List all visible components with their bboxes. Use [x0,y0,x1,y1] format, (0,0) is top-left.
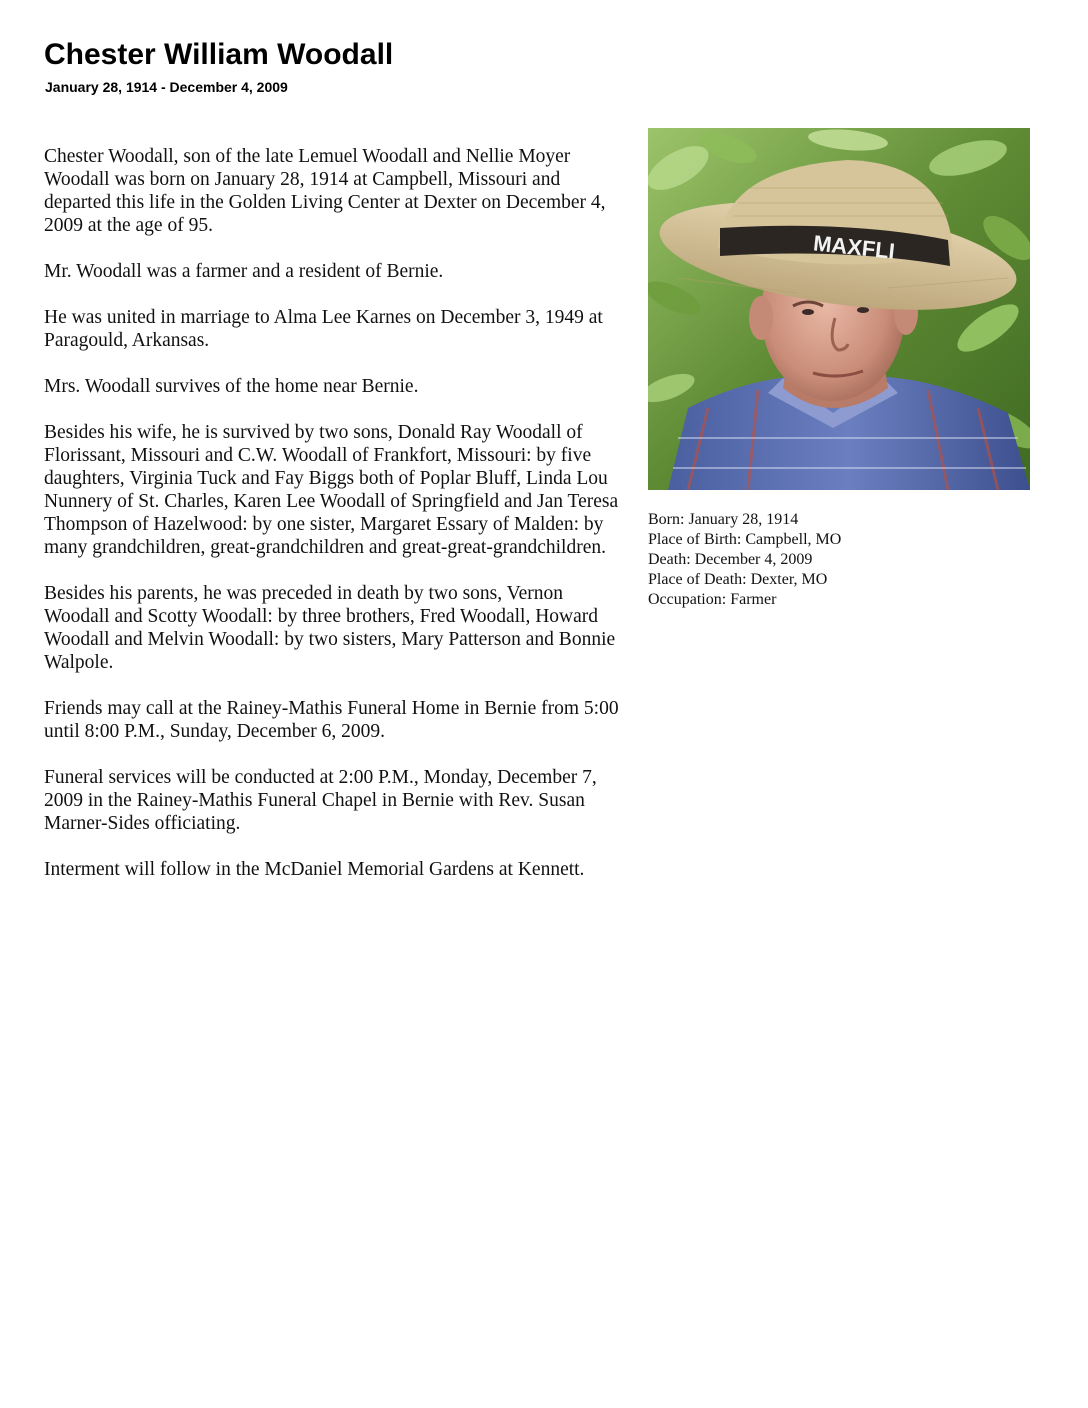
obituary-paragraph-spouse: Mrs. Woodall survives of the home near Bernie. [44,376,419,397]
page-title: Chester William Woodall [44,38,394,71]
fact-place-of-birth: Place of Birth: Campbell, MO [648,531,842,548]
fact-place-of-death: Place of Death: Dexter, MO [648,571,828,588]
fact-occupation: Occupation: Farmer [648,591,777,608]
obituary-paragraph-interment: Interment will follow in the McDaniel Memorial Gardens at Kennett. [44,859,585,880]
portrait-photo [648,128,1030,490]
obituary-body [44,145,619,904]
fact-death: Death: December 4, 2009 [648,551,813,568]
obituary-paragraph-birth: Chester Woodall, son of the late Lemuel Woodall and Nellie Moyer Woodall was born on January 28, 1914 at Campbell, Missouri and departed this life in the Golden Living Center at Dexter on December 4, 2009 at the age of 95. [44,146,606,236]
obituary-paragraph-occupation: Mr. Woodall was a farmer and a resident of Bernie. [44,261,444,282]
obituary-paragraph-services: Funeral services will be conducted at 2:00 P.M., Monday, December 7, 2009 in the Rainey-Mathis Funeral Chapel in Bernie with Rev. Susan Marner-Sides officiating. [44,767,597,834]
obituary-paragraph-preceded: Besides his parents, he was preceded in death by two sons, Vernon Woodall and Scotty Woodall: by three brothers, Fred Woodall, Howard Woodall and Melvin Woodall: by two sisters, Mary Patterson and Bonnie Walpole. [44,583,616,673]
obituary-paragraph-survivors: Besides his wife, he is survived by two sons, Donald Ray Woodall of Florissant, Missouri and C.W. Woodall of Frankfort, Missouri: by five daughters, Virginia Tuck and Fay Biggs both of Poplar Bluff, Linda Lou Nunnery of St. Charles, Karen Lee Woodall of Springfield and Jan Teresa Thompson of Hazelwood: by one sister, Margaret Essary of Malden: by many grandchildren, great-grandchildren and great-great-grandchildren. [44,422,619,558]
hat-band-logo: MAXFLI [812,230,897,264]
obituary-paragraph-marriage: He was united in marriage to Alma Lee Karnes on December 3, 1949 at Paragould, Arkansas. [44,307,603,351]
fact-born: Born: January 28, 1914 [648,511,799,528]
vital-facts [648,510,841,610]
life-dates: January 28, 1914 - December 4, 2009 [45,79,288,95]
obituary-paragraph-visitation: Friends may call at the Rainey-Mathis Funeral Home in Bernie from 5:00 until 8:00 P.M., Sunday, December 6, 2009. [44,698,619,742]
